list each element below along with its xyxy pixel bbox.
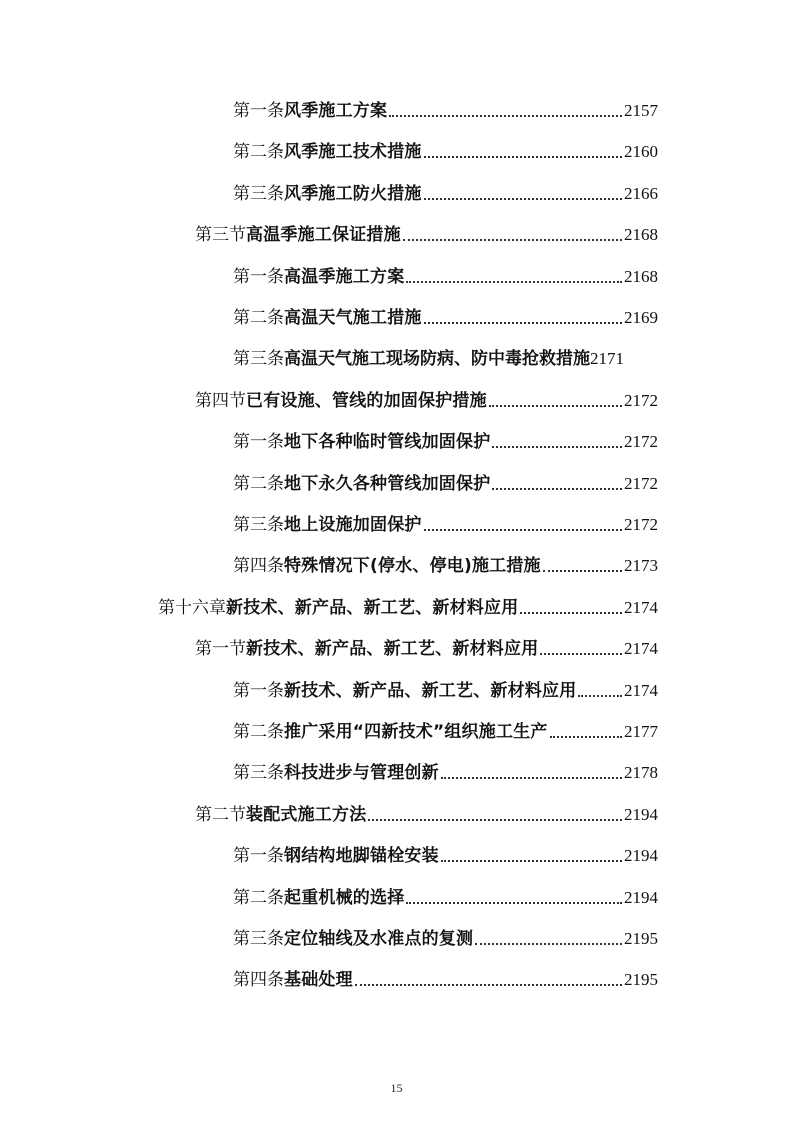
toc-entry-prefix: 第四条	[233, 970, 284, 991]
toc-entry-page: 2169	[624, 308, 658, 327]
dot-leader	[540, 653, 622, 655]
toc-entry-page: 2160	[624, 142, 658, 162]
dot-leader	[424, 322, 622, 324]
dot-leader	[492, 488, 622, 490]
toc-entry-page: 2194	[624, 846, 658, 866]
toc-entry-title: 钢结构地脚锚栓安装	[284, 846, 439, 867]
toc-entry-page: 2172	[624, 515, 658, 534]
toc-entry-page: 2174	[624, 639, 658, 659]
toc-entry-prefix: 第二条	[233, 887, 284, 908]
page-number: 15	[390, 1081, 403, 1095]
toc-entry[interactable]	[158, 589, 658, 619]
dot-leader	[441, 777, 622, 779]
toc-entry-title: 风季施工技术措施	[284, 142, 422, 163]
dot-leader	[550, 736, 622, 738]
toc-entry-page: 2157	[624, 101, 658, 120]
toc-entry-prefix: 第十六章	[158, 597, 226, 618]
toc-entry[interactable]	[233, 713, 658, 743]
toc-entry-title: 定位轴线及水准点的复测	[284, 929, 474, 949]
toc-entry-page: 2194	[624, 887, 658, 907]
toc-entry-title: 新技术、新产品、新工艺、新材料应用	[226, 597, 519, 618]
toc-entry-page: 2195	[624, 970, 658, 990]
dot-leader	[475, 943, 622, 945]
toc-entry-prefix: 第一条	[233, 101, 284, 121]
toc-entry-prefix: 第一条	[233, 846, 284, 867]
toc-entry-title: 风季施工防火措施	[284, 183, 422, 204]
toc-entry-prefix: 第四条	[233, 556, 284, 577]
dot-leader	[424, 198, 622, 200]
toc-entry-title: 地下永久各种管线加固保护	[284, 473, 491, 494]
dot-leader	[424, 529, 622, 531]
dot-leader	[368, 819, 622, 821]
toc-entry[interactable]	[195, 630, 658, 660]
toc-entry[interactable]	[233, 258, 658, 288]
toc-entry[interactable]	[195, 796, 658, 826]
toc-entry-prefix: 第二条	[233, 142, 284, 163]
toc-entry-prefix: 第三条	[233, 763, 284, 784]
dot-leader	[406, 281, 622, 283]
dot-leader	[489, 405, 622, 407]
toc-entry-page: 2178	[624, 763, 658, 783]
toc-entry-prefix: 第二节	[195, 804, 246, 825]
toc-entry-title: 高温天气施工现场防病、防中毒抢救措施	[284, 349, 590, 370]
toc-entry[interactable]	[233, 837, 658, 867]
toc-entry-title: 地上设施加固保护	[284, 515, 422, 535]
toc-entry-page: 2166	[624, 183, 658, 203]
toc-entry-page: 2195	[624, 929, 658, 948]
toc-entry-prefix: 第三条	[233, 515, 284, 535]
toc-entry-title: 装配式施工方法	[246, 804, 367, 825]
toc-entry-prefix: 第三条	[233, 183, 284, 204]
dot-leader	[406, 902, 622, 904]
toc-entry-page: 2194	[624, 804, 658, 824]
toc-entry[interactable]	[233, 672, 658, 702]
toc-entry-title: 新技术、新产品、新工艺、新材料应用	[284, 680, 577, 701]
toc-entry-title: 科技进步与管理创新	[284, 763, 439, 784]
toc-entry-prefix: 第三节	[195, 225, 246, 246]
dot-leader	[403, 239, 622, 241]
toc-entry-page: 2172	[624, 473, 658, 493]
toc-entry-title: 已有设施、管线的加固保护措施	[246, 390, 487, 411]
toc-entry-title: 特殊情况下(停水、停电)施工措施	[284, 556, 541, 577]
toc-entry-prefix: 第四节	[195, 390, 246, 411]
toc-entry-title: 起重机械的选择	[284, 887, 405, 908]
dot-leader	[355, 984, 622, 986]
dot-leader	[520, 612, 622, 614]
toc-entry-title: 高温天气施工措施	[284, 308, 422, 328]
toc-entry[interactable]	[233, 547, 658, 577]
toc-entry-page: 2168	[624, 266, 658, 286]
toc-entry-title: 高温季施工方案	[284, 266, 405, 287]
toc-entry-page: 2171	[590, 349, 624, 369]
toc-entry-prefix: 第一条	[233, 432, 284, 453]
toc-entry-title: 高温季施工保证措施	[246, 225, 401, 246]
toc-entry[interactable]	[233, 423, 658, 453]
toc-entry[interactable]	[233, 133, 658, 163]
toc-entry-title: 新技术、新产品、新工艺、新材料应用	[246, 639, 539, 660]
toc-entry-title: 基础处理	[284, 970, 353, 991]
toc-entry-page: 2174	[624, 597, 658, 617]
toc-entry[interactable]	[233, 920, 658, 950]
toc-entry-title: 地下各种临时管线加固保护	[284, 432, 491, 453]
dot-leader	[389, 115, 622, 117]
dot-leader	[441, 860, 622, 862]
toc-entry-title: 推广采用“四新技术”组织施工生产	[284, 722, 548, 742]
toc-entry-prefix: 第一节	[195, 639, 246, 660]
toc-entry-page: 2174	[624, 680, 658, 700]
toc-entry[interactable]	[195, 216, 658, 246]
toc-entry[interactable]	[233, 465, 658, 495]
toc-entry-page: 2172	[624, 390, 658, 410]
toc-entry[interactable]	[233, 506, 658, 536]
toc-entry[interactable]	[233, 879, 658, 909]
toc-entry[interactable]	[233, 175, 658, 205]
dot-leader	[578, 695, 622, 697]
toc-entry-page: 2173	[624, 556, 658, 576]
dot-leader	[492, 446, 622, 448]
dot-leader	[424, 156, 622, 158]
toc-entry-prefix: 第二条	[233, 722, 284, 742]
toc-entry[interactable]	[233, 340, 663, 370]
toc-entry-page: 2172	[624, 432, 658, 452]
toc-entry-page: 2168	[624, 225, 658, 245]
toc-entry[interactable]	[195, 382, 658, 412]
toc-entry-page: 2177	[624, 722, 658, 741]
toc-entry[interactable]	[233, 754, 658, 784]
toc-entry-prefix: 第一条	[233, 680, 284, 701]
toc-entry-prefix: 第二条	[233, 473, 284, 494]
toc-entry[interactable]	[233, 961, 658, 991]
toc-entry[interactable]	[233, 299, 658, 329]
toc-entry-prefix: 第二条	[233, 308, 284, 328]
toc-entry-title: 风季施工方案	[284, 101, 388, 121]
toc-entry[interactable]	[233, 92, 658, 122]
dot-leader	[543, 570, 622, 572]
toc-entry-prefix: 第三条	[233, 349, 284, 370]
toc-entry-prefix: 第三条	[233, 929, 284, 949]
toc-entry-prefix: 第一条	[233, 266, 284, 287]
